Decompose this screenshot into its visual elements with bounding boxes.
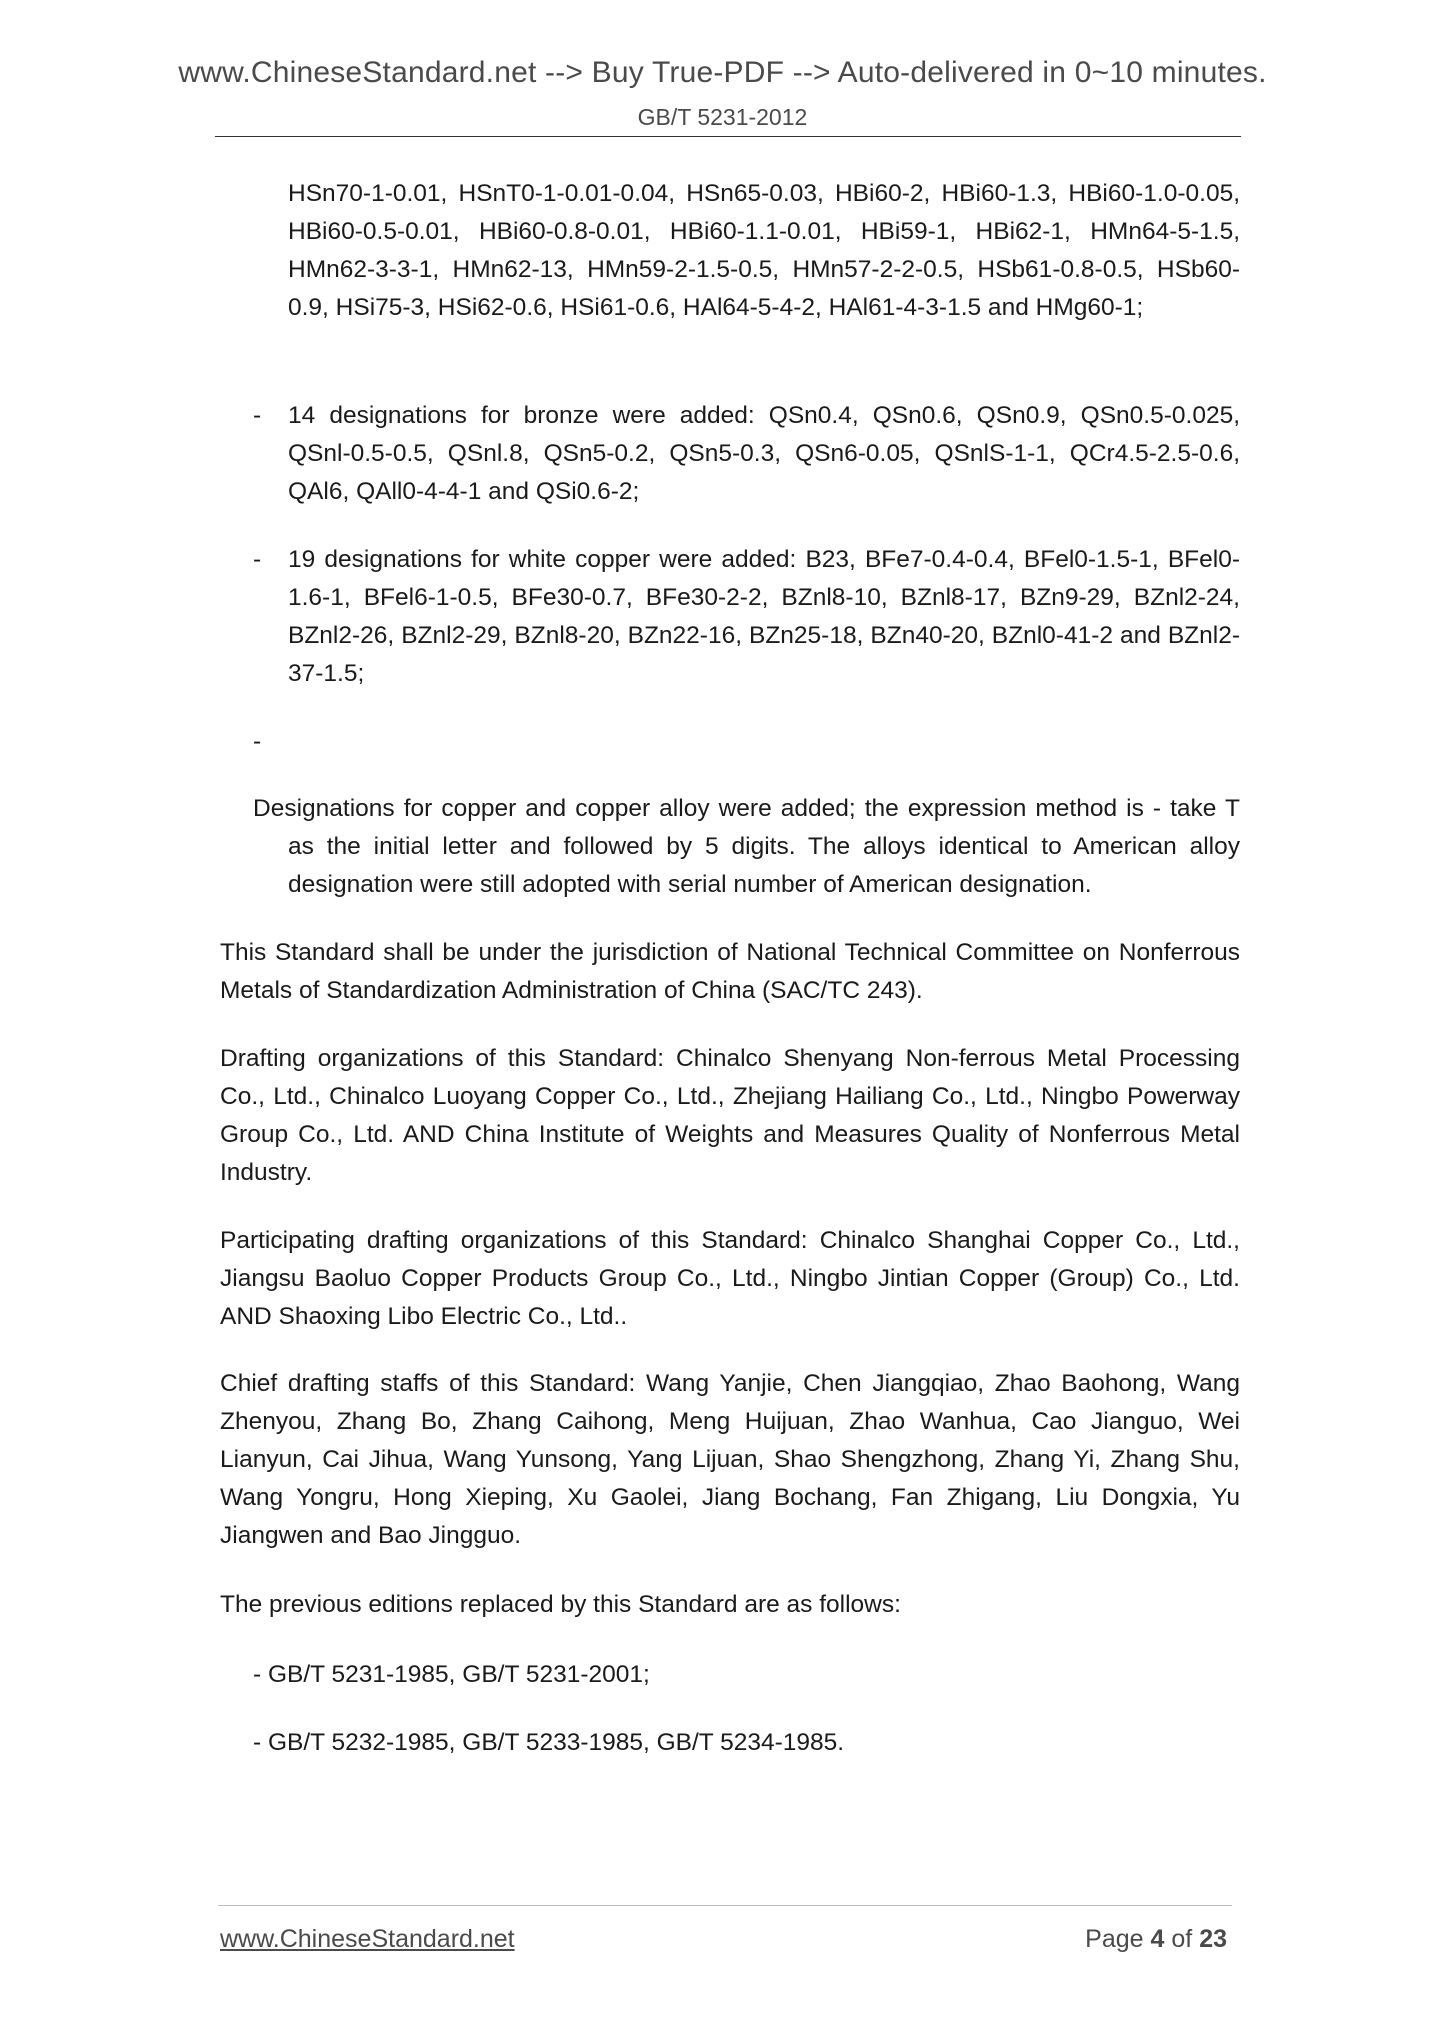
chief-drafting-text: Chief drafting staffs of this Standard: Wang Yanjie, Chen Jiangqiao, Zhao Baohong, Wang Zhenyou, Zhang Bo, Zhang Caihong, Meng Huijuan, Zhao Wanhua, Cao Jianguo, Wei Lianyun, Cai Jihua, Wang Yunsong, Yang Lijuan, Shao Shengzhong, Zhang Yi, Zhang Shu, Wang Yongru, Hong Xieping, Xu Gaolei, Jiang Bochang, Fan Zhigang, Liu Dongxia, Yu Jiangwen and Bao Jingguo. [220,1370,1240,1549]
participating-paragraph [220,1222,1240,1336]
white-copper-text: 19 designations for white copper were added: B23, BFe7-0.4-0.4, BFel0-1.5-1, BFel0-1.6-1, BFel6-1-0.5, BFe30-0.7, BFe30-2-2, BZnl8-10, BZnl8-17, BZn9-29, BZnl2-24, BZnl2-26, BZnl2-29, BZnl8-20, BZn22-16, BZn25-18, BZn40-20, BZnl0-41-2 and BZnl2-37-1.5; [288,546,1240,687]
previous-edition-text: - GB/T 5232-1985, GB/T 5233-1985, GB/T 5234-1985. [253,1729,845,1756]
page-current: 4 [1150,1925,1165,1953]
drafting-paragraph [220,1040,1240,1192]
page-label: Page [1085,1925,1144,1953]
designations-paragraph [253,790,1240,904]
previous-edition-item [253,1724,1240,1762]
footer-site-link[interactable]: www.ChineseStandard.net [220,1925,515,1953]
list-dash: - [253,728,262,755]
brass-continuation-text: HSn70-1-0.01, HSnT0-1-0.01-0.04, HSn65-0.03, HBi60-2, HBi60-1.3, HBi60-1.0-0.05, HBi60-0.5-0.01, HBi60-0.8-0.01, HBi60-1.1-0.01, HBi59-1, HBi62-1, HMn64-5-1.5, HMn62-3-3-1, HMn62-13, HMn59-2-1.5-0.5, HMn57-2-2-0.5, HSb61-0.8-0.5, HSb60-0.9, HSi75-3, HSi62-0.6, HSi61-0.6, HAl64-5-4-2, HAl61-4-3-1.5 and HMg60-1; [288,180,1240,321]
jurisdiction-text: This Standard shall be under the jurisdiction of National Technical Committee on Nonferrous Metals of Standardization Administration of China (SAC/TC 243). [220,939,1240,1004]
empty-list-item [253,723,293,761]
header-title[interactable]: www.ChineseStandard.net --> Buy True-PDF --> Auto-delivered in 0~10 minutes. [178,56,1267,89]
brass-continuation [288,175,1240,327]
previous-editions-intro [220,1586,1240,1624]
designations-text: Designations for copper and copper alloy were added; the expression method is - take T as the initial letter and followed by 5 digits. The alloys identical to American alloy designation were still adopted with serial number of American designation. [253,795,1240,898]
chief-drafting-paragraph [220,1365,1240,1555]
list-item-white-copper [253,541,1240,693]
page-of: of [1171,1925,1193,1953]
header-divider [215,136,1241,137]
list-dash: - [253,402,262,429]
list-item-bronze [253,397,1240,511]
page-total: 23 [1199,1925,1227,1953]
page-number [1085,1925,1227,1954]
previous-edition-text: - GB/T 5231-1985, GB/T 5231-2001; [253,1661,650,1688]
header-doc-id: GB/T 5231-2012 [637,104,808,130]
participating-text: Participating drafting organizations of this Standard: Chinalco Shanghai Copper Co., Ltd., Jiangsu Baoluo Copper Products Group Co., Ltd., Ningbo Jintian Copper (Group) Co., Ltd. AND Shaoxing Libo Electric Co., Ltd.. [220,1227,1240,1330]
previous-edition-item [253,1656,1240,1694]
previous-editions-intro-text: The previous editions replaced by this Standard are as follows: [220,1591,901,1618]
bronze-text: 14 designations for bronze were added: QSn0.4, QSn0.6, QSn0.9, QSn0.5-0.025, QSnl-0.5-0.5, QSnl.8, QSn5-0.2, QSn5-0.3, QSn6-0.05, QSnlS-1-1, QCr4.5-2.5-0.6, QAl6, QAll0-4-4-1 and QSi0.6-2; [288,402,1240,505]
drafting-text: Drafting organizations of this Standard: Chinalco Shenyang Non-ferrous Metal Processing Co., Ltd., Chinalco Luoyang Copper Co., Ltd., Zhejiang Hailiang Co., Ltd., Ningbo Powerway Group Co., Ltd. AND China Institute of Weights and Measures Quality of Nonferrous Metal Industry. [220,1045,1240,1186]
list-dash: - [253,546,262,573]
footer-divider [218,1905,1232,1906]
jurisdiction-paragraph [220,934,1240,1010]
